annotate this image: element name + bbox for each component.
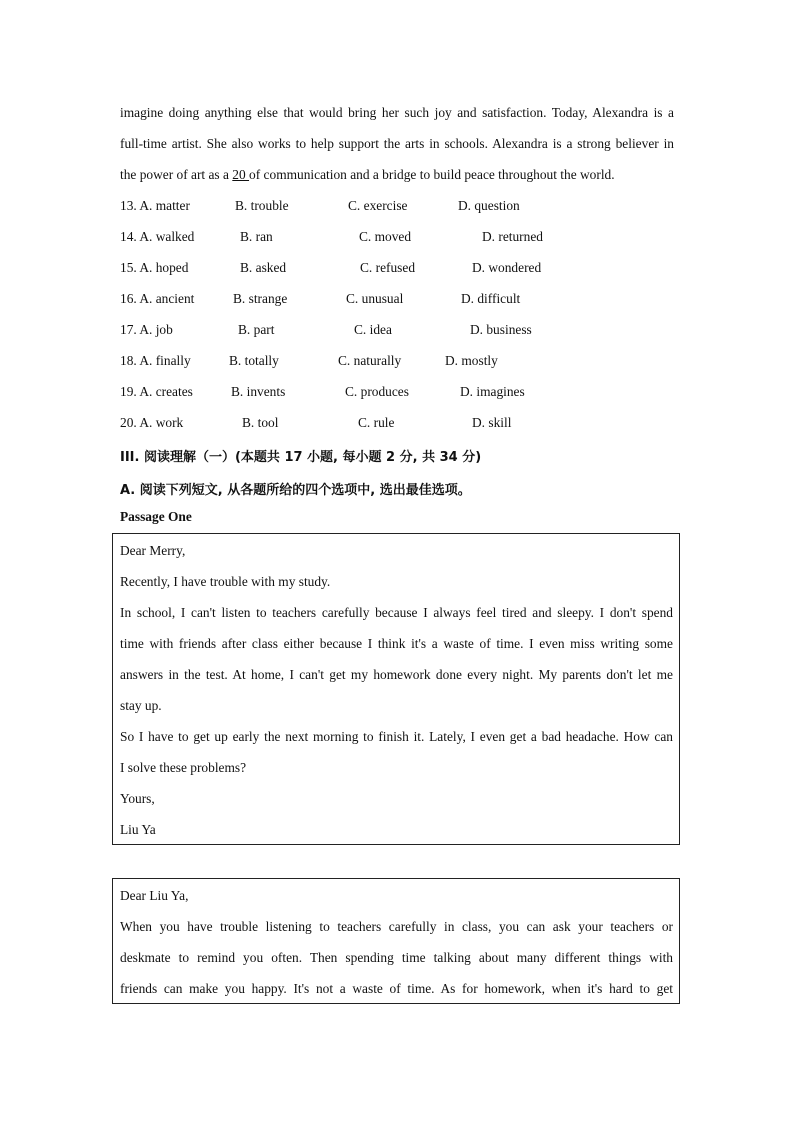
option-d: D. returned <box>482 229 543 244</box>
option-d: D. skill <box>472 415 512 430</box>
letter-line: So I have to get up early the next morning to finish it. Lately, I even get a bad headache. How can <box>120 729 673 744</box>
question-row <box>120 283 680 314</box>
letter-line: In school, I can't listen to teachers carefully because I always feel tired and sleepy. I don't spend <box>120 605 673 620</box>
option-a: 20. A. work <box>120 415 184 430</box>
option-d: D. mostly <box>445 353 498 368</box>
option-c: C. moved <box>359 229 412 244</box>
option-d: D. difficult <box>461 291 521 306</box>
sub-heading: A. 阅读下列短文, 从各题所给的四个选项中, 选出最佳选项。 <box>120 483 471 498</box>
question-row <box>120 190 680 221</box>
question-row <box>120 314 680 345</box>
option-c: C. rule <box>358 415 395 430</box>
option-a: 13. A. matter <box>120 198 190 213</box>
option-b: B. totally <box>229 353 279 368</box>
letter-line: deskmate to remind you often. Then spending time talking about many different things with <box>120 950 673 965</box>
option-a: 14. A. walked <box>120 229 195 244</box>
question-row <box>120 345 680 376</box>
letter-line: time with friends after class either because I think it's a waste of time. I even miss writing some <box>120 636 673 651</box>
option-c: C. naturally <box>338 353 402 368</box>
paragraph-line <box>120 159 674 190</box>
letter-greeting: Dear Merry, <box>120 543 186 558</box>
option-d: D. wondered <box>472 260 542 275</box>
option-a: 17. A. job <box>120 322 173 337</box>
option-c: C. unusual <box>346 291 404 306</box>
option-a: 15. A. hoped <box>120 260 189 275</box>
option-a: 16. A. ancient <box>120 291 195 306</box>
paragraph-text: of communication and a bridge to build peace throughout the world. <box>249 167 615 182</box>
letter-box-2 <box>112 878 680 1004</box>
letter-line: I solve these problems? <box>120 760 247 775</box>
option-b: B. part <box>238 322 275 337</box>
option-a: 19. A. creates <box>120 384 193 399</box>
option-b: B. ran <box>240 229 273 244</box>
option-b: B. invents <box>231 384 286 399</box>
paragraph-line: imagine doing anything else that would bring her such joy and satisfaction. Today, Alexandra is a <box>120 105 674 120</box>
question-row <box>120 252 680 283</box>
option-b: B. strange <box>233 291 288 306</box>
letter-closing: Yours, <box>120 791 155 806</box>
blank-number: 20 <box>232 167 250 182</box>
letter-line: When you have trouble listening to teachers carefully in class, you can ask your teachers or <box>120 919 673 934</box>
letter-line: answers in the test. At home, I can't get my homework done every night. My parents don't let me <box>120 667 673 682</box>
option-a: 18. A. finally <box>120 353 191 368</box>
option-b: B. trouble <box>235 198 289 213</box>
option-d: D. imagines <box>460 384 525 399</box>
option-b: B. tool <box>242 415 279 430</box>
option-b: B. asked <box>240 260 287 275</box>
section-heading: III. 阅读理解（一）(本题共 17 小题, 每小题 2 分, 共 34 分) <box>120 450 482 465</box>
letter-signature: Liu Ya <box>120 822 156 837</box>
option-c: C. idea <box>354 322 392 337</box>
paragraph-line: full-time artist. She also works to help support the arts in schools. Alexandra is a strong believer in <box>120 136 674 151</box>
question-row <box>120 407 680 438</box>
letter-line: Recently, I have trouble with my study. <box>120 574 331 589</box>
question-row <box>120 221 680 252</box>
option-d: D. business <box>470 322 532 337</box>
option-d: D. question <box>458 198 520 213</box>
letter-line: friends can make you happy. It's not a waste of time. As for homework, when it's hard to get <box>120 981 673 996</box>
letter-greeting: Dear Liu Ya, <box>120 888 189 903</box>
question-row <box>120 376 680 407</box>
letter-box-1 <box>112 533 680 845</box>
option-c: C. produces <box>345 384 409 399</box>
letter-line: stay up. <box>120 698 162 713</box>
option-c: C. exercise <box>348 198 408 213</box>
paragraph-text: the power of art as a <box>120 167 233 182</box>
option-c: C. refused <box>360 260 416 275</box>
passage-title: Passage One <box>120 509 192 524</box>
intro-paragraph <box>120 97 674 190</box>
